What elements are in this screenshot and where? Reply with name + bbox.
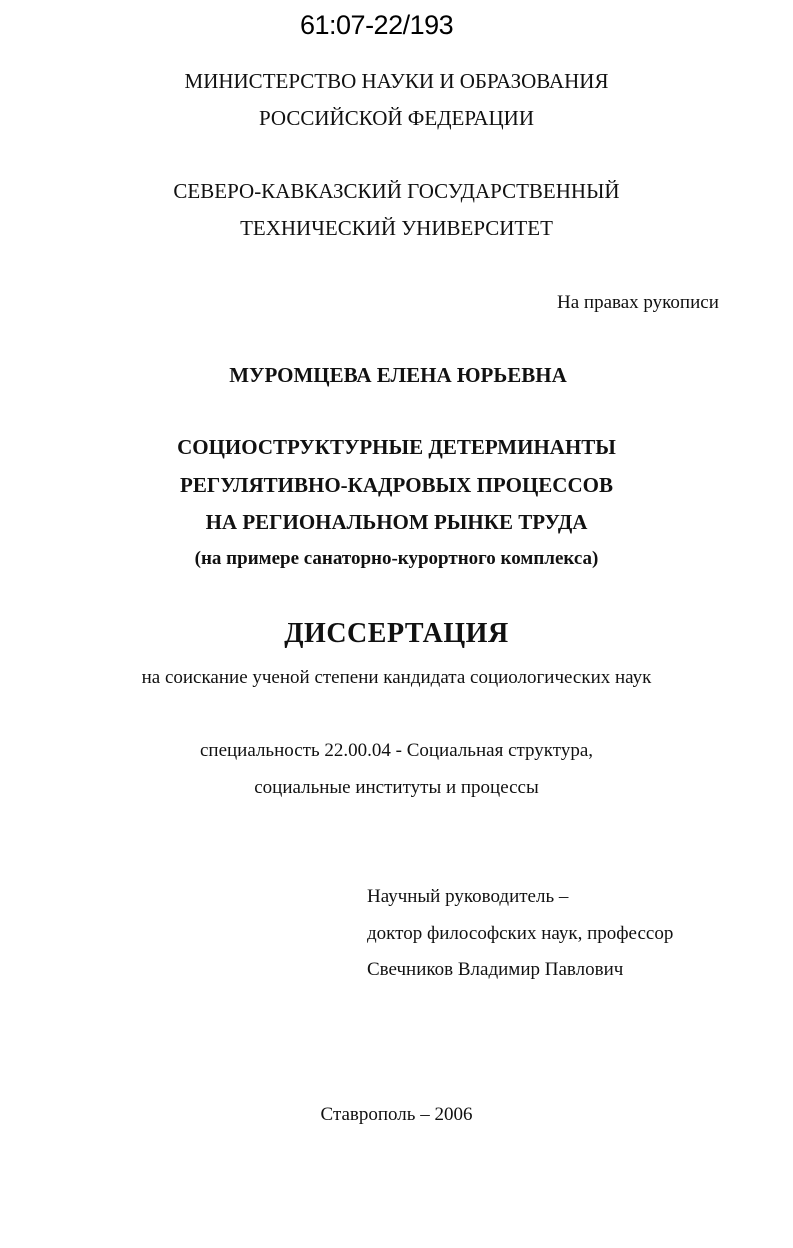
title-line-1: СОЦИОСТРУКТУРНЫЕ ДЕТЕРМИНАНТЫ: [177, 435, 616, 459]
place-year: Ставрополь – 2006: [320, 1104, 473, 1125]
title-subtitle: (на примере санаторно-курортного комплекса): [194, 548, 599, 569]
supervisor-degree: доктор философских наук, профессор: [367, 923, 674, 944]
specialty-line-2: социальные институты и процессы: [254, 777, 539, 798]
supervisor-name: Свечников Владимир Павлович: [367, 959, 624, 980]
specialty-line-1: специальность 22.00.04 - Социальная структура,: [199, 740, 594, 761]
supervisor-label: Научный руководитель –: [367, 886, 569, 907]
university-line-1: СЕВЕРО-КАВКАЗСКИЙ ГОСУДАРСТВЕННЫЙ: [173, 179, 620, 203]
university-line-2: ТЕХНИЧЕСКИЙ УНИВЕРСИТЕТ: [240, 216, 553, 240]
ministry-line-1: МИНИСТЕРСТВО НАУКИ И ОБРАЗОВАНИЯ: [184, 69, 609, 93]
author-name: МУРОМЦЕВА ЕЛЕНА ЮРЬЕВНА: [229, 363, 567, 387]
ministry-line-2: РОССИЙСКОЙ ФЕДЕРАЦИИ: [259, 106, 534, 130]
title-line-3: НА РЕГИОНАЛЬНОМ РЫНКЕ ТРУДА: [205, 510, 588, 534]
archive-code: 61:07-22/193: [300, 10, 454, 40]
manuscript-note: На правах рукописи: [557, 292, 719, 313]
title-line-2: РЕГУЛЯТИВНО-КАДРОВЫХ ПРОЦЕССОВ: [180, 473, 613, 497]
degree-line: на соискание ученой степени кандидата социологических наук: [141, 667, 652, 688]
document-type: ДИССЕРТАЦИЯ: [284, 618, 509, 649]
